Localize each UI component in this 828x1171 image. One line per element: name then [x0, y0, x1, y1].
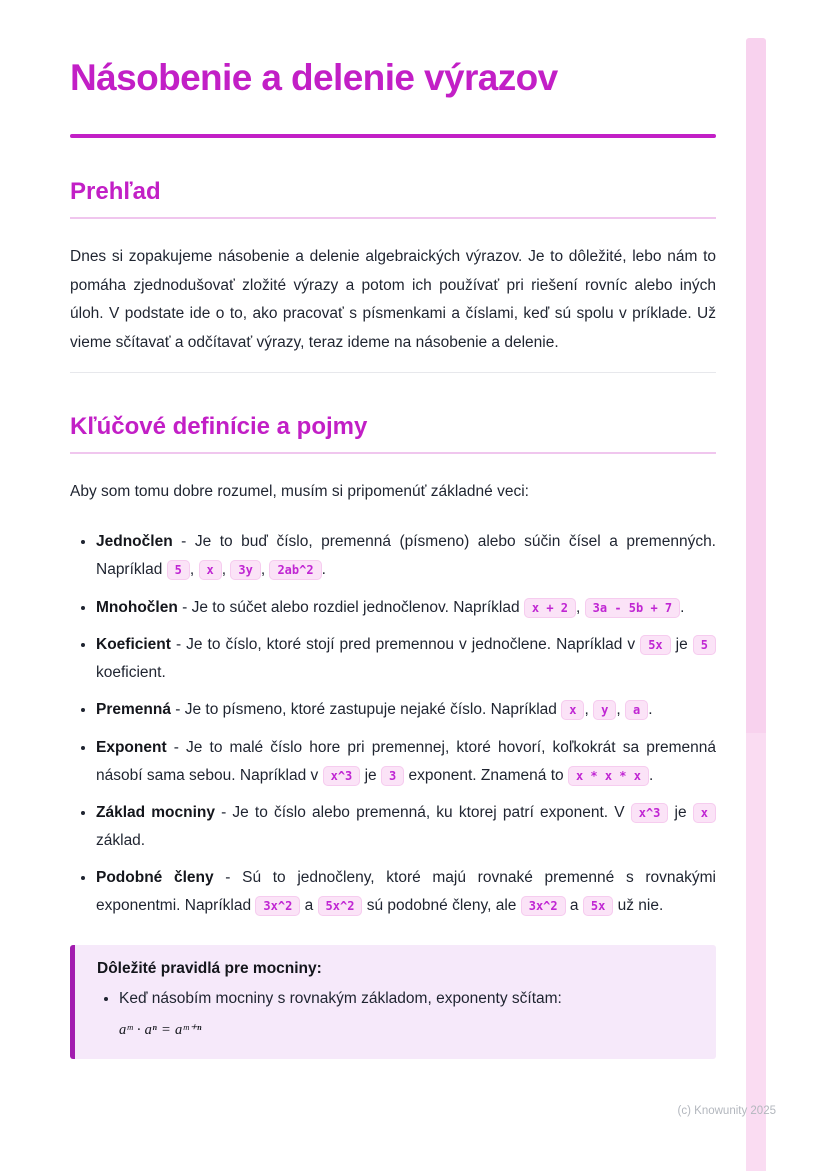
inline-code: 5x — [583, 896, 613, 916]
inline-code: a — [625, 700, 648, 720]
text-run: - Je to malé číslo hore pri premennej, ktoré hovorí, koľkokrát sa premenná násobí sama sebou. Napríklad v — [96, 738, 716, 784]
inline-code: x * x * x — [568, 766, 649, 786]
text-run: . — [648, 766, 654, 784]
text-run: - Sú to jednočleny, ktoré majú rovnaké premenné s rovnakými exponentmi. Napríklad — [96, 869, 716, 914]
text-run: - Je to buď číslo, premenná (písmeno) alebo súčin čísel a premenných. Napríklad — [96, 533, 716, 579]
text-run: , — [189, 561, 199, 579]
text-run: , — [221, 561, 231, 579]
text-run: . — [321, 561, 326, 579]
section-heading-overview: Prehľad — [70, 178, 716, 219]
term-label: Jednočlen — [96, 533, 173, 551]
definition-item — [96, 864, 716, 919]
decorative-strip-top — [746, 38, 766, 733]
callout-box — [70, 945, 716, 1059]
definition-item — [96, 734, 716, 789]
text-run: , — [260, 561, 270, 579]
definition-item — [96, 696, 716, 724]
text-run: je — [670, 636, 693, 654]
definitions-intro: Aby som tomu dobre rozumel, musím si pripomenúť základné veci: — [70, 482, 529, 500]
text-run: základ. — [96, 831, 146, 849]
text-run: , — [584, 701, 594, 719]
inline-code: x — [693, 803, 716, 823]
inline-code: x^3 — [323, 766, 361, 786]
text-run: je — [668, 804, 693, 822]
text-run: koeficient. — [96, 663, 166, 681]
term-label: Podobné členy — [96, 869, 214, 887]
callout-list — [97, 986, 694, 1042]
definitions-list — [70, 528, 716, 919]
overview-paragraph: Dnes si zopakujeme násobenie a delenie algebraických výrazov. Je to dôležité, lebo nám to pomáha zjednodušovať zložité výrazy a potom ich používať pri riešení rovníc alebo iných úloh. V podstate ide o to, ako pracovať s písmenkami a číslami, keď sú spolu v príklade. Už vieme sčítavať a odčítavať výrazy, teraz ideme na násobenie a delenie. — [70, 248, 716, 352]
text-run: , — [576, 598, 585, 616]
definition-item — [96, 594, 716, 622]
text-run: exponent. Znamená to — [404, 766, 568, 784]
copyright-note: (c) Knowunity 2025 — [677, 1105, 776, 1117]
text-run: - Je to číslo, ktoré stojí pred premennou v jednočlene. Napríklad v — [170, 636, 641, 654]
inline-code: 5 — [693, 635, 716, 655]
text-run: . — [648, 701, 653, 719]
text-run: - Je to číslo alebo premenná, ku ktorej patrí exponent. V — [214, 804, 631, 822]
inline-code: x — [199, 560, 222, 580]
text-run: sú podobné členy, ale — [362, 896, 521, 914]
callout-title: Dôležité pravidlá pre mocniny: — [97, 960, 322, 978]
text-run: - Je to súčet alebo rozdiel jednočlenov. Napríklad — [177, 598, 524, 616]
term-label: Mnohočlen — [96, 598, 178, 616]
definition-item — [96, 528, 716, 583]
text-run: a — [300, 896, 318, 914]
text-run: už nie. — [613, 896, 664, 914]
inline-code: x + 2 — [524, 598, 576, 618]
term-label: Exponent — [96, 738, 167, 756]
title-underline — [70, 134, 716, 138]
inline-code: x — [561, 700, 584, 720]
page-title: Násobenie a delenie výrazov — [70, 57, 558, 98]
callout-rule-text: Keď násobím mocniny s rovnakým základom, exponenty sčítam: — [119, 990, 562, 1008]
text-run: a — [565, 896, 583, 914]
inline-code: 5x — [640, 635, 670, 655]
inline-code: 3 — [381, 766, 404, 786]
text-run: je — [360, 766, 381, 784]
text-run: , — [616, 701, 625, 719]
inline-code: 3x^2 — [521, 896, 566, 916]
term-label: Základ mocniny — [96, 804, 215, 822]
inline-code: y — [593, 700, 616, 720]
inline-code: 3y — [230, 560, 260, 580]
inline-code: x^3 — [631, 803, 669, 823]
inline-code: 3x^2 — [255, 896, 300, 916]
section-divider — [70, 372, 716, 373]
definition-item — [96, 631, 716, 686]
term-label: Koeficient — [96, 636, 171, 654]
text-run: . — [680, 598, 685, 616]
inline-code: 2ab^2 — [269, 560, 321, 580]
text-run: - Je to písmeno, ktoré zastupuje nejaké číslo. Napríklad — [170, 701, 562, 719]
callout-rule-item — [119, 986, 694, 1042]
inline-code: 3a - 5b + 7 — [585, 598, 680, 618]
power-rule-formula: aᵐ · aⁿ = aᵐ⁺ⁿ — [119, 1021, 202, 1038]
document-content — [70, 0, 716, 1059]
definition-item — [96, 799, 716, 854]
section-heading-definitions: Kľúčové definície a pojmy — [70, 413, 716, 454]
term-label: Premenná — [96, 701, 171, 719]
inline-code: 5 — [167, 560, 190, 580]
inline-code: 5x^2 — [318, 896, 363, 916]
